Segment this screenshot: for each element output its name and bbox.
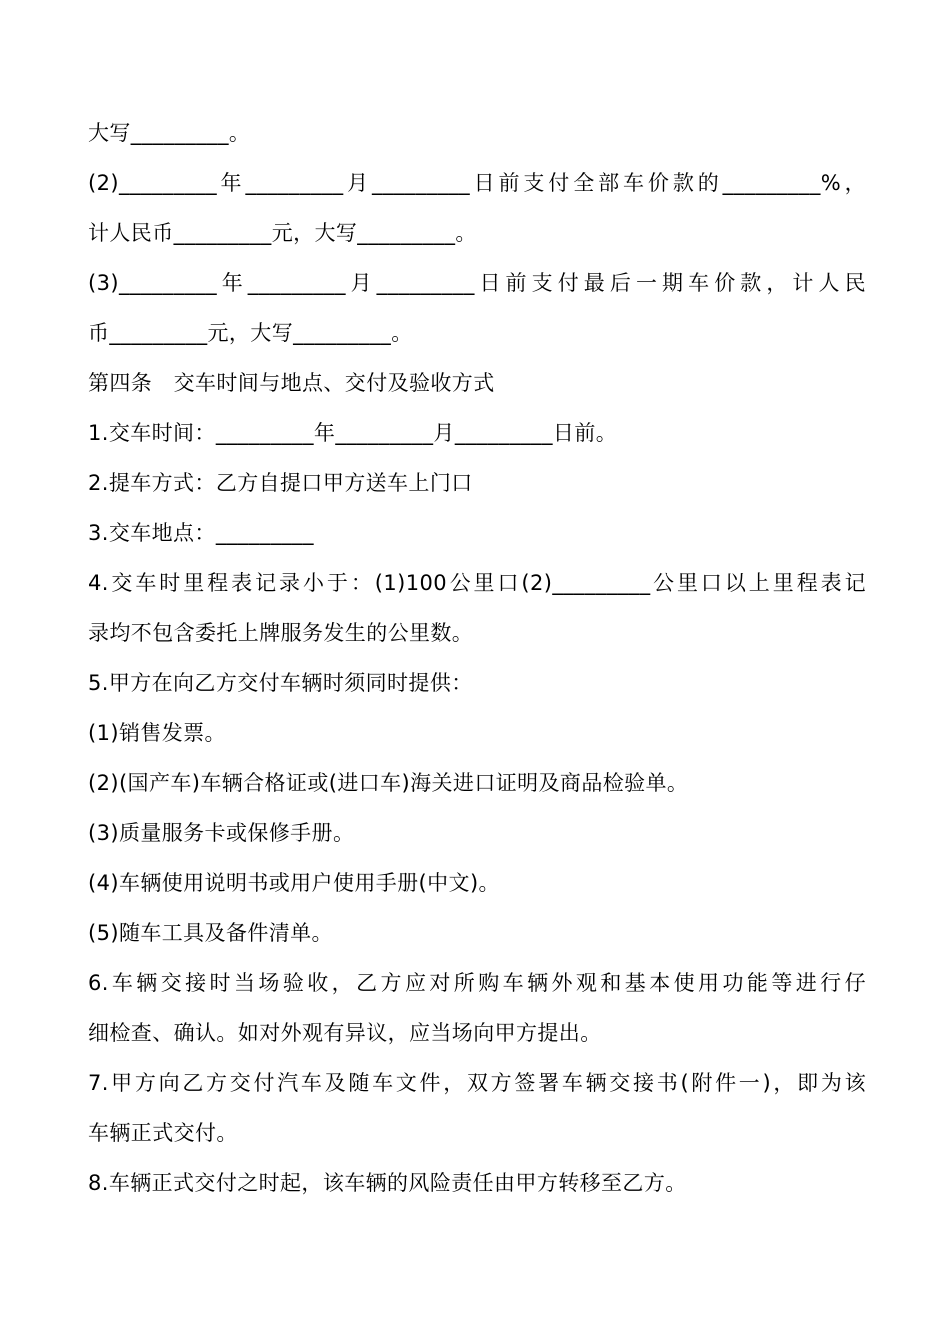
list-item: (1)销售发票。	[88, 721, 226, 745]
text-line: 3.交车地点：_________	[88, 521, 314, 545]
text-line: (2)_________年_________月_________日前支付全部车价款的_________%，	[88, 171, 866, 195]
text-line: 车辆正式交付。	[88, 1121, 238, 1145]
text-line: 币_________元，大写_________。	[88, 321, 413, 345]
text-line: 2.提车方式：乙方自提口甲方送车上门口	[88, 471, 473, 495]
text-line: 细检查、确认。如对外观有异议，应当场向甲方提出。	[88, 1021, 602, 1045]
text-line: 大写_________。	[88, 121, 251, 145]
text-line: 录均不包含委托上牌服务发生的公里数。	[88, 621, 474, 645]
list-item: (4)车辆使用说明书或用户使用手册(中文)。	[88, 871, 500, 895]
text-line: 1.交车时间：_________年_________月_________日前。	[88, 421, 618, 445]
text-line: 6.车辆交接时当场验收，乙方应对所购车辆外观和基本使用功能等进行仔	[88, 971, 866, 995]
text-line: (3)_________年_________月_________日前支付最后一期车价款，计人民	[88, 271, 866, 295]
text-line: 4.交车时里程表记录小于：(1)100公里口(2)_________公里口以上里程表记	[88, 571, 866, 595]
article-heading: 第四条 交车时间与地点、交付及验收方式	[88, 371, 495, 395]
text-line: 计人民币_________元，大写_________。	[88, 221, 477, 245]
text-line: 5.甲方在向乙方交付车辆时须同时提供：	[88, 671, 473, 695]
text-line: 8.车辆正式交付之时起，该车辆的风险责任由甲方转移至乙方。	[88, 1171, 687, 1195]
list-item: (5)随车工具及备件清单。	[88, 921, 333, 945]
list-item: (3)质量服务卡或保修手册。	[88, 821, 355, 845]
text-line: 7.甲方向乙方交付汽车及随车文件，双方签署车辆交接书(附件一)，即为该	[88, 1071, 866, 1095]
list-item: (2)(国产车)车辆合格证或(进口车)海关进口证明及商品检验单。	[88, 771, 689, 795]
